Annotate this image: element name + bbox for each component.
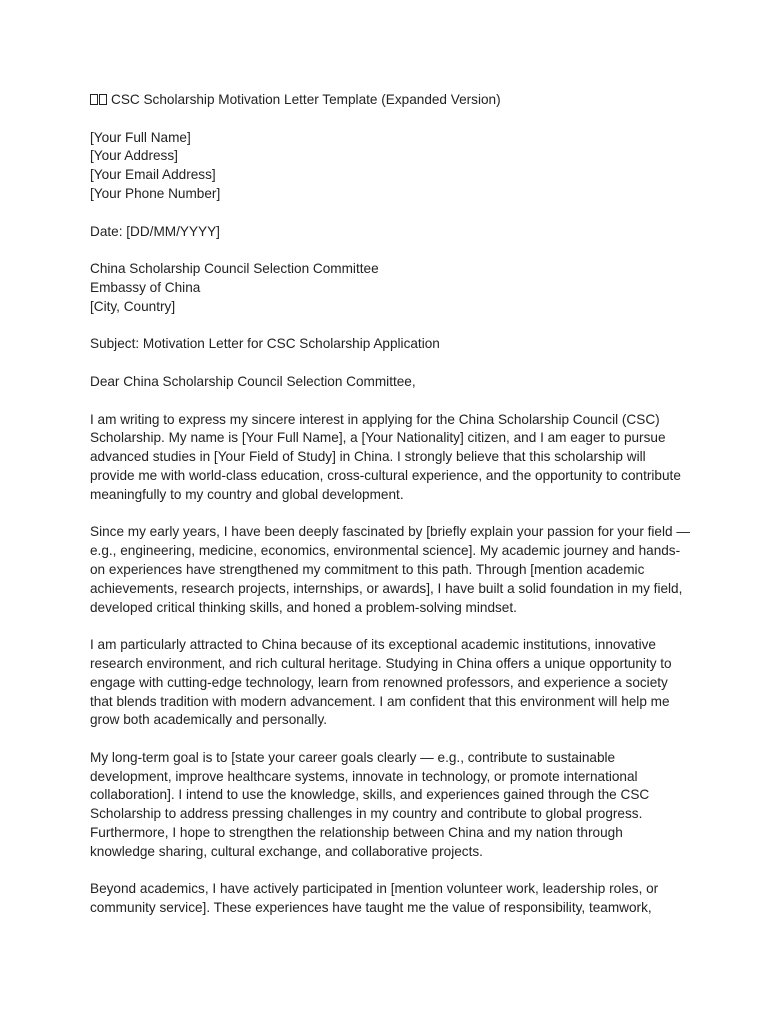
date-line	[90, 223, 688, 242]
document-title	[90, 91, 688, 110]
sender-address: [Your Address]	[90, 148, 178, 164]
body-paragraph-4: My long-term goal is to [state your career goals clearly — e.g., contribute to sustainable development, improve healthcare systems, innovate in technology, or promote international collaboration]. I intend to use the knowledge, skills, and experiences gained through the CSC Scholarship to address pressing challenges in my country and contribute to global progress. Furthermore, I hope to strengthen the relationship between China and my nation through knowledge sharing, cultural exchange, and collaborative projects.	[90, 749, 650, 859]
sender-block	[90, 129, 688, 204]
subject-line	[90, 335, 688, 354]
salutation	[90, 373, 688, 392]
salutation-text: Dear China Scholarship Council Selection Committee,	[90, 373, 416, 389]
subject-text: Subject: Motivation Letter for CSC Scholarship Application	[90, 336, 440, 352]
date-text: Date: [DD/MM/YYYY]	[90, 223, 220, 239]
body-paragraph-2: Since my early years, I have been deeply fascinated by [briefly explain your passion for your field — e.g., engineering, medicine, economics, environmental science]. My academic journey and hands-on experiences have strengthened my commitment to this path. Through [mention academic achievements, research projects, internships, or awards], I have built a solid foundation in my field, developed critical thinking skills, and honed a problem-solving mindset.	[90, 524, 690, 615]
box-glyph-icon	[99, 94, 107, 105]
document-title-text: CSC Scholarship Motivation Letter Template (Expanded Version)	[111, 92, 501, 107]
recipient-block	[90, 260, 688, 316]
body-paragraph-3: I am particularly attracted to China because of its exceptional academic institutions, innovative research environment, and rich cultural heritage. Studying in China offers a unique opportunity to engage with cutting-edge technology, learn from renowned professors, and experience a society that blends tradition with modern advancement. I am confident that this environment will help me grow both academically and personally.	[90, 637, 672, 728]
sender-name: [Your Full Name]	[90, 129, 191, 145]
box-glyph-icon	[90, 94, 98, 105]
body-paragraph-5: Beyond academics, I have actively participated in [mention volunteer work, leadership roles, or community service]. These experiences have taught me the value of responsibility, teamwork,	[90, 881, 659, 916]
recipient-name: China Scholarship Council Selection Committee	[90, 261, 379, 277]
recipient-organization: Embassy of China	[90, 279, 201, 295]
recipient-location: [City, Country]	[90, 298, 176, 314]
body-paragraph-1: I am writing to express my sincere interest in applying for the China Scholarship Council (CSC) Scholarship. My name is [Your Full Name], a [Your Nationality] citizen, and I am eager to pursue advanced studies in [Your Field of Study] in China. I strongly believe that this scholarship will provide me with world-class education, cross-cultural experience, and the opportunity to contribute meaningfully to my country and global development.	[90, 411, 681, 502]
title-glyphs	[90, 92, 108, 107]
sender-phone: [Your Phone Number]	[90, 185, 221, 201]
sender-email: [Your Email Address]	[90, 167, 216, 183]
